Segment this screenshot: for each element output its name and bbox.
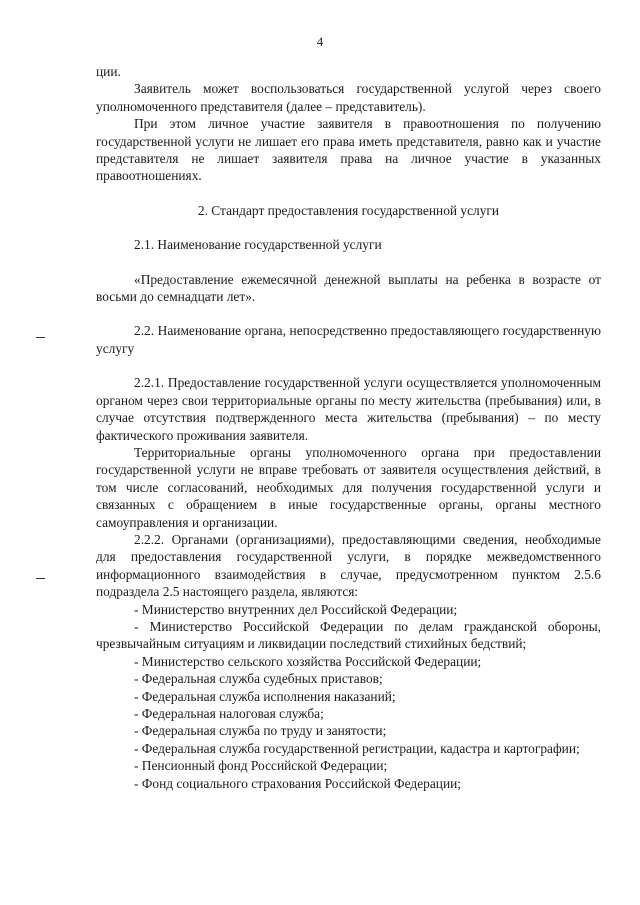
paragraph-personal-participation: При этом личное участие заявителя в правоотношения по получению государственной услуги не лишает его права иметь представителя, равно как и участие представителя не лишает заявителя права на личное участие в указанных правоотношениях.: [96, 116, 601, 184]
page-number: 4: [316, 34, 324, 49]
list-item: - Федеральная служба исполнения наказаний;: [134, 688, 396, 704]
list-item: - Министерство внутренних дел Российской Федерации;: [134, 601, 458, 617]
subsection-2-1-title: 2.1. Наименование государственной услуги: [134, 237, 382, 253]
list-item: - Федеральная налоговая служба;: [134, 706, 324, 721]
paragraph-2-2-2: 2.2.2. Органами (организациями), предоставляющими сведения, необходимые для предоставления государственной услуги, в порядке межведомственного информационного взаимодействия в случае, предусмотренном пунктом 2.5.6 подраздела 2.5 настоящего раздела, являются:: [96, 531, 601, 600]
list-item: - Пенсионный фонд Российской Федерации;: [134, 758, 388, 774]
margin-mark: [36, 578, 45, 579]
service-name: «Предоставление ежемесячной денежной выплаты на ребенка в возрасте от восьми до семнадцати лет».: [96, 271, 601, 305]
list-item: - Министерство сельского хозяйства Российской Федерации;: [134, 653, 482, 669]
agencies-list: [96, 601, 601, 792]
paragraph-territorial-bodies: Территориальные органы уполномоченного органа при предоставлении государственной услуги не вправе требовать от заявителя осуществления действий, в том числе согласований, необходимых для получения государственной услуги и связанных с обращением в иные государственные органы, органы местного самоуправления и организации.: [96, 444, 601, 530]
paragraph-continuation: ции.: [96, 64, 121, 79]
paragraph-2-2-1: 2.2.1. Предоставление государственной услуги осуществляется уполномоченным органом через свои территориальные органы по месту жительства (пребывания) или, в случае отсутствия подтвержденного места жительства (пребывания) – по месту фактического проживания заявителя.: [96, 375, 601, 443]
list-item: - Федеральная служба по труду и занятости;: [134, 723, 387, 739]
list-item: - Фонд социального страхования Российской Федерации;: [134, 775, 461, 791]
section-title: 2. Стандарт предоставления государственной услуги: [197, 202, 500, 218]
subsection-2-2-title: 2.2. Наименование органа, непосредственно предоставляющего государственную услугу: [96, 323, 601, 356]
list-item: - Федеральная служба государственной регистрации, кадастра и картографии;: [134, 740, 580, 756]
list-item: - Министерство Российской Федерации по делам гражданской обороны, чрезвычайным ситуациям и ликвидации последствий стихийных бедствий;: [96, 618, 601, 652]
document-body: [96, 63, 601, 792]
list-item: - Федеральная служба судебных приставов;: [134, 671, 383, 687]
margin-mark: [36, 337, 45, 338]
paragraph-representative: Заявитель может воспользоваться государственной услугой через своего уполномоченного представителя (далее – представитель).: [96, 81, 601, 114]
